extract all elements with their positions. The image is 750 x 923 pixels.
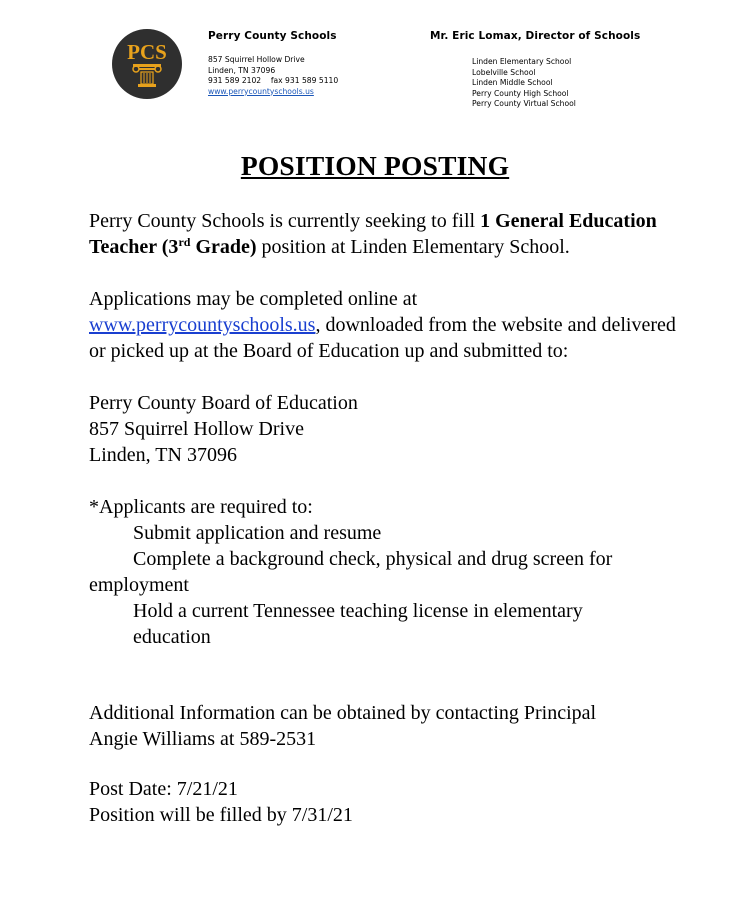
- requirement-item-continuation: employment: [89, 574, 189, 596]
- requirement-item: Submit application and resume: [133, 522, 382, 544]
- contact-line: Angie Williams at 589-2531: [89, 728, 317, 750]
- school-list-item: Linden Elementary School: [472, 57, 572, 66]
- fill-date: Position will be filled by 7/31/21: [89, 804, 353, 826]
- school-list-item: Perry County Virtual School: [472, 99, 576, 108]
- website-link[interactable]: www.perrycountyschools.us: [89, 314, 316, 336]
- intro-text: Perry County Schools is currently seeking to fill: [89, 210, 481, 232]
- apply-text: , downloaded from the website and delivered or picked up at the Board of Education up and submitted to:: [89, 314, 676, 362]
- application-paragraph: [89, 286, 689, 364]
- letterhead: [0, 0, 750, 120]
- position-title-sup: rd: [178, 235, 191, 249]
- school-list-item: Linden Middle School: [472, 78, 553, 87]
- page-title: POSITION POSTING: [240, 150, 510, 181]
- address-line: Linden, TN 37096: [89, 444, 237, 466]
- intro-text-end: position at Linden Elementary School.: [256, 236, 570, 258]
- requirement-item-continuation: education: [133, 626, 211, 648]
- apply-line: Applications may be completed online at: [89, 288, 418, 310]
- district-fax: fax 931 589 5110: [270, 76, 339, 85]
- director-info: [430, 30, 640, 42]
- director-name: Mr. Eric Lomax, Director of Schools: [430, 30, 641, 42]
- posting-dates: [89, 776, 689, 828]
- school-list: [472, 57, 576, 110]
- position-title-part: 1 General Education Teacher (3: [89, 210, 657, 258]
- contact-info: [89, 700, 689, 752]
- requirements: [89, 494, 689, 650]
- district-address-1: 857 Squirrel Hollow Drive: [208, 55, 305, 64]
- requirements-heading: *Applicants are required to:: [89, 496, 313, 518]
- school-list-item: Perry County High School: [472, 88, 569, 98]
- district-address-2: Linden, TN 37096: [208, 65, 276, 75]
- address-line: 857 Squirrel Hollow Drive: [89, 418, 304, 440]
- contact-line: Additional Information can be obtained by contacting Principal: [89, 702, 597, 724]
- logo-text: PCS: [127, 40, 167, 64]
- school-list-item: Lobelville School: [472, 67, 536, 77]
- requirement-item: Hold a current Tennessee teaching license in elementary: [133, 600, 583, 622]
- district-phone-fax: [208, 76, 338, 87]
- district-info: [208, 30, 338, 97]
- district-phone: 931 589 2102: [208, 76, 262, 85]
- district-name: Perry County Schools: [208, 30, 337, 42]
- position-title-part: Grade): [190, 236, 257, 258]
- address-line: Perry County Board of Education: [89, 392, 358, 414]
- requirement-item: Complete a background check, physical and drug screen for: [133, 548, 613, 570]
- district-website-link[interactable]: www.perrycountyschools.us: [208, 86, 314, 96]
- intro-paragraph: [89, 208, 689, 260]
- board-address: [89, 390, 689, 468]
- post-date: Post Date: 7/21/21: [89, 778, 238, 800]
- pcs-logo: [111, 28, 183, 100]
